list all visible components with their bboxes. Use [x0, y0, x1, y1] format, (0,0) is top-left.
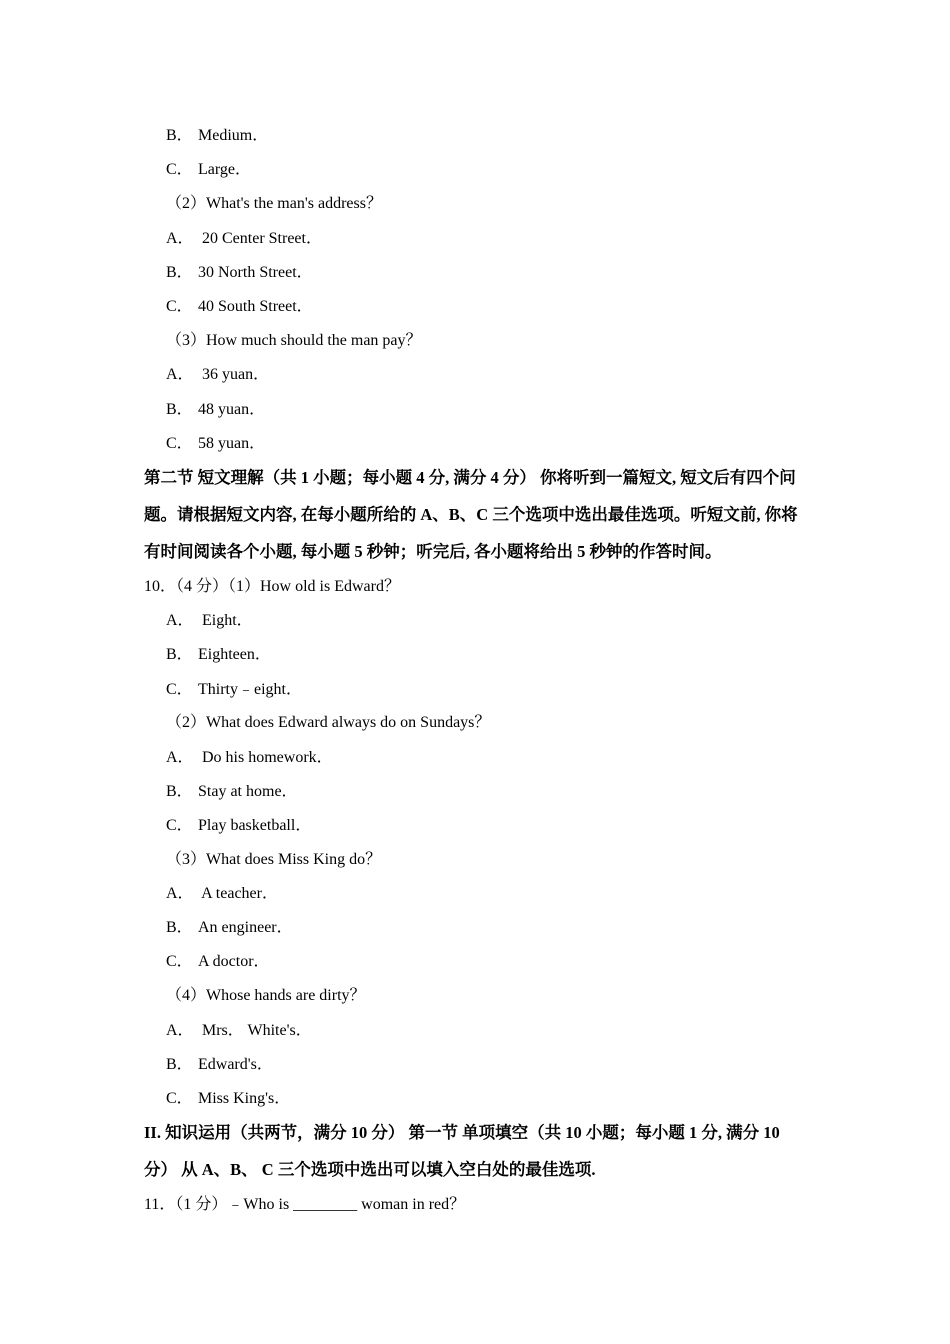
- option-letter: B．: [166, 1056, 193, 1073]
- option-text: Play basketball．: [198, 817, 312, 834]
- answer-option: [166, 126, 268, 146]
- option-text: 36 yuan．: [198, 366, 270, 383]
- option-letter: C．: [166, 161, 193, 178]
- option-letter: B．: [166, 919, 193, 936]
- option-text: Thirty﹣eight．: [198, 681, 302, 698]
- option-text: Large．: [198, 161, 252, 178]
- option-letter: B．: [166, 401, 193, 418]
- option-text: Mrs． White's．: [198, 1022, 312, 1039]
- option-text: Medium．: [198, 127, 269, 144]
- answer-option: [166, 297, 313, 317]
- answer-option: [166, 229, 322, 249]
- answer-option: [166, 918, 293, 938]
- answer-option: [166, 748, 333, 768]
- option-letter: C．: [166, 1090, 193, 1107]
- answer-option: [166, 816, 311, 836]
- option-letter: C．: [166, 681, 193, 698]
- option-text: Stay at home．: [198, 783, 298, 800]
- option-letter: B．: [166, 646, 193, 663]
- option-letter: A．: [166, 749, 194, 766]
- section-instruction: 第二节 短文理解（共 1 小题；每小题 4 分, 满分 4 分） 你将听到一篇短文, 短文后有四个问: [144, 468, 796, 487]
- option-text: An engineer．: [198, 919, 293, 936]
- option-letter: C．: [166, 953, 193, 970]
- option-letter: B．: [166, 127, 193, 144]
- section-instruction: 题。请根据短文内容, 在每小题所给的 A、B、C 三个选项中选出最佳选项。听短文前, 你将: [144, 505, 798, 524]
- option-letter: B．: [166, 783, 193, 800]
- option-letter: B．: [166, 264, 193, 281]
- option-letter: A．: [166, 885, 194, 902]
- section-instruction: II. 知识运用（共两节，满分 10 分） 第一节 单项填空（共 10 小题；每小题 1 分, 满分 10: [144, 1123, 780, 1142]
- answer-option: [166, 434, 265, 454]
- section-instruction: 有时间阅读各个小题, 每小题 5 秒钟；听完后, 各小题将给出 5 秒钟的作答时间。: [144, 542, 722, 561]
- sub-question: （4）Whose hands are dirty？: [166, 987, 366, 1004]
- option-text: 58 yuan．: [198, 435, 266, 452]
- option-text: Edward's．: [198, 1056, 273, 1073]
- answer-option: [166, 645, 271, 665]
- answer-option: [166, 365, 269, 385]
- section-instruction: 分） 从 A、B、 C 三个选项中选出可以填入空白处的最佳选项.: [144, 1160, 596, 1179]
- answer-option: [166, 1055, 273, 1075]
- answer-option: [166, 400, 265, 420]
- option-letter: A．: [166, 230, 194, 247]
- option-letter: A．: [166, 1022, 194, 1039]
- option-text: Miss King's．: [198, 1090, 291, 1107]
- answer-option: [166, 611, 253, 631]
- answer-option: [166, 782, 298, 802]
- question-stem: 10．（4 分）（1）How old is Edward？: [144, 578, 400, 595]
- sub-question: （2）What does Edward always do on Sundays？: [166, 714, 491, 731]
- option-text: Eighteen．: [198, 646, 271, 663]
- option-letter: C．: [166, 435, 193, 452]
- option-text: 20 Center Street．: [198, 230, 322, 247]
- question-stem: 11．（1 分）﹣Who is ________ woman in red？: [144, 1196, 466, 1213]
- option-text: 30 North Street．: [198, 264, 313, 281]
- answer-option: [166, 1021, 312, 1041]
- option-letter: C．: [166, 298, 193, 315]
- option-text: 48 yuan．: [198, 401, 266, 418]
- answer-option: [166, 884, 278, 904]
- answer-option: [166, 952, 270, 972]
- sub-question: （3）What does Miss King do？: [166, 851, 382, 868]
- option-text: A teacher．: [198, 885, 278, 902]
- sub-question: （2）What's the man's address？: [166, 195, 382, 212]
- option-text: Eight．: [198, 612, 253, 629]
- answer-option: [166, 1089, 290, 1109]
- option-letter: A．: [166, 366, 194, 383]
- answer-option: [166, 263, 313, 283]
- option-text: 40 South Street．: [198, 298, 313, 315]
- option-letter: C．: [166, 817, 193, 834]
- answer-option: [166, 680, 302, 700]
- option-letter: A．: [166, 612, 194, 629]
- answer-option: [166, 160, 251, 180]
- option-text: A doctor．: [198, 953, 270, 970]
- sub-question: （3）How much should the man pay？: [166, 332, 422, 349]
- option-text: Do his homework．: [198, 749, 333, 766]
